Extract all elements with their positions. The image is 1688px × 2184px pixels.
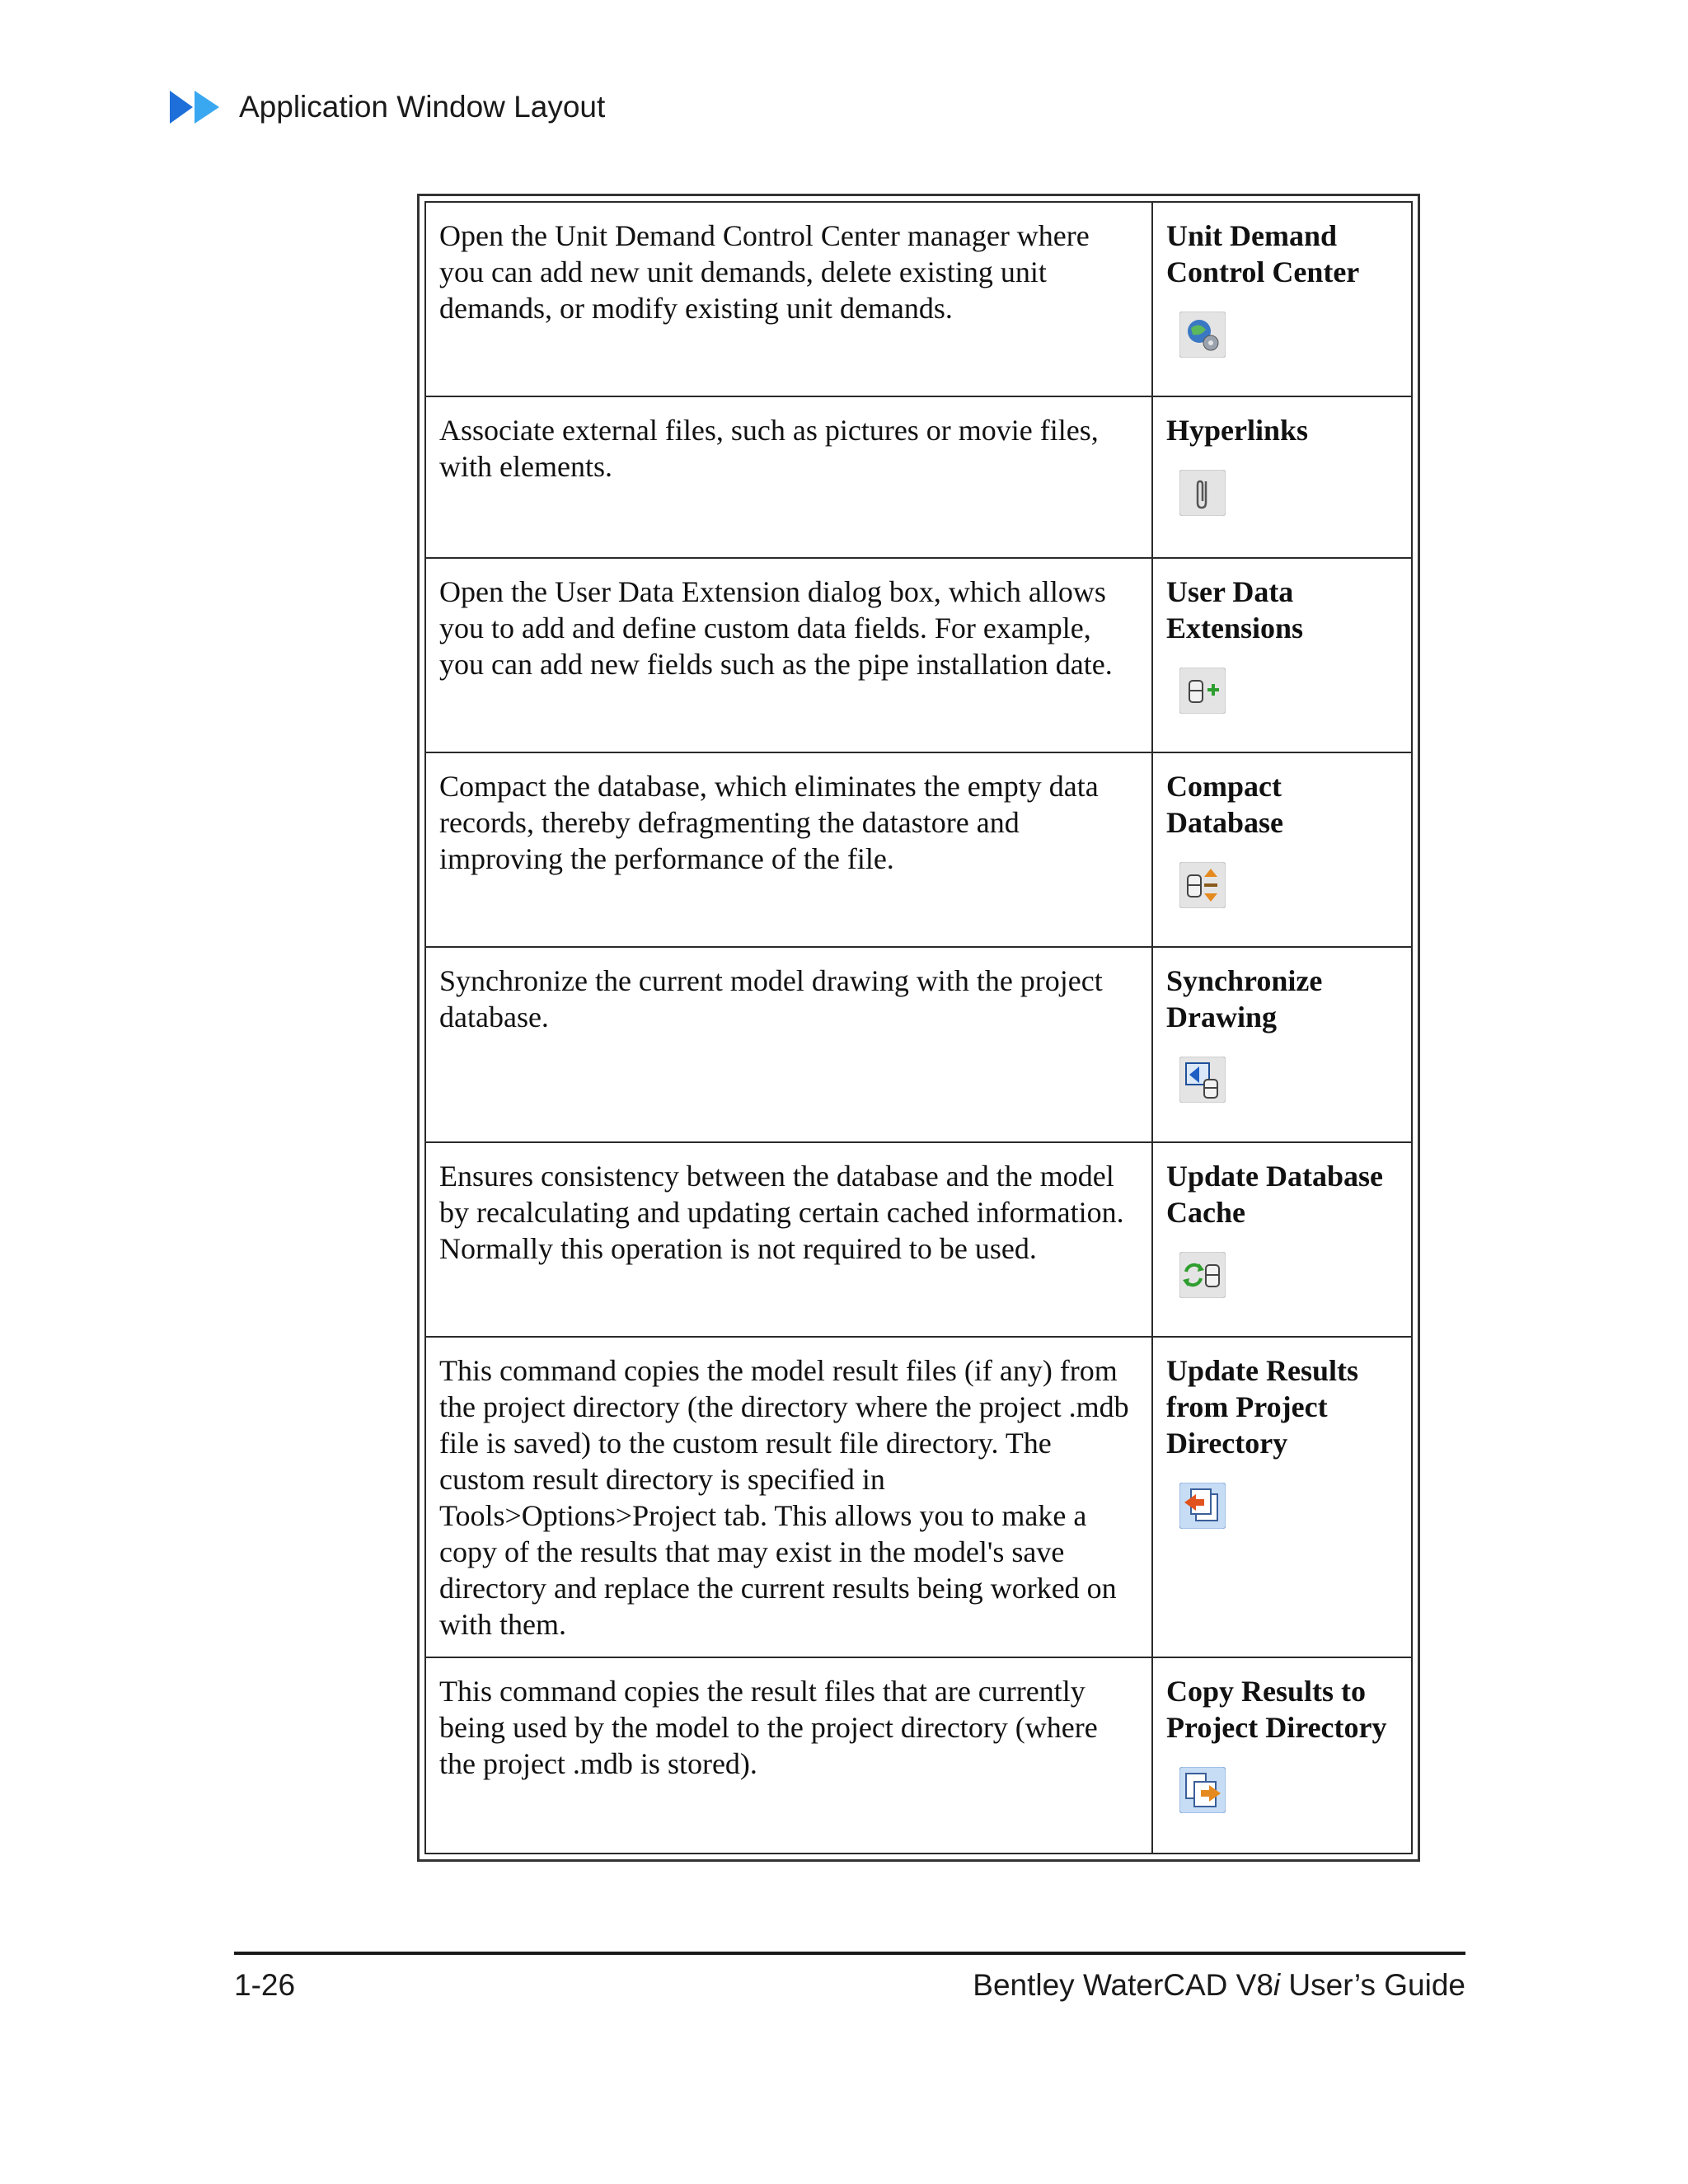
command-name: Cache: [1166, 1195, 1245, 1229]
page-number: 1-26: [234, 1968, 296, 2002]
command-name: Synchronize: [1166, 964, 1323, 998]
guide-title-italic: i: [1273, 1968, 1281, 2002]
command-name-cell: [1152, 752, 1412, 947]
command-description: Open the User Data Extension dialog box, which allows you to add and define custom data fields. For example, you can add new fields such as the pipe installation date.: [425, 558, 1152, 752]
command-name: Update Results: [1166, 1354, 1359, 1387]
command-name: Directory: [1166, 1427, 1288, 1460]
guide-title-suffix: User’s Guide: [1280, 1968, 1465, 2002]
command-name: Control Center: [1166, 255, 1360, 288]
database-refresh-icon[interactable]: [1179, 1252, 1226, 1298]
command-name: Unit Demand: [1166, 219, 1338, 252]
table-row: [425, 1657, 1412, 1854]
command-description: This command copies the model result files (if any) from the project directory (the directory where the project .mdb file is saved) to the custom result file directory. The custom result directory is specified in Tools>Options>Project tab. This allows you to make a copy of the results that may exist in the model's save directory and replace the current results being worked on with them.: [425, 1337, 1152, 1657]
command-name: Copy Results to: [1166, 1674, 1367, 1708]
command-description: Ensures consistency between the database and the model by recalculating and updating certain cached information. Normally this operation is not required to be used.: [425, 1142, 1152, 1337]
update-results-icon[interactable]: [1179, 1483, 1226, 1529]
unit-demand-control-center-icon[interactable]: [1179, 312, 1226, 358]
command-name: Update Database: [1166, 1159, 1384, 1193]
section-title: Application Window Layout: [239, 90, 606, 124]
table-row: [425, 752, 1412, 947]
command-description: This command copies the result files that are currently being used by the model to the project directory (where the project .mdb is stored).: [425, 1657, 1152, 1854]
command-name-cell: [1152, 396, 1412, 557]
command-description: Open the Unit Demand Control Center manager where you can add new unit demands, delete existing unit demands, or modify existing unit demands.: [425, 202, 1152, 396]
commands-table: [417, 194, 1420, 1862]
command-name-cell: [1152, 1657, 1412, 1854]
paperclip-icon[interactable]: [1179, 470, 1226, 516]
command-description: Synchronize the current model drawing with the project database.: [425, 947, 1152, 1141]
command-name: Extensions: [1166, 611, 1304, 644]
command-name: from Project: [1166, 1390, 1328, 1423]
command-description: Associate external files, such as pictures or movie files, with elements.: [425, 396, 1152, 557]
table-row: [425, 396, 1412, 557]
table-row: [425, 1142, 1412, 1337]
command-description: Compact the database, which eliminates the empty data records, thereby defragmenting the datastore and improving the performance of the file.: [425, 752, 1152, 947]
command-name-cell: [1152, 1337, 1412, 1657]
table-row: [425, 947, 1412, 1141]
command-name: Drawing: [1166, 1001, 1277, 1034]
synchronize-drawing-icon[interactable]: [1179, 1057, 1226, 1103]
command-name-cell: [1152, 202, 1412, 396]
command-name-cell: [1152, 558, 1412, 752]
command-name: Database: [1166, 805, 1283, 839]
command-name-cell: [1152, 1142, 1412, 1337]
database-compact-icon[interactable]: [1179, 862, 1226, 908]
database-add-icon[interactable]: [1179, 668, 1226, 714]
double-arrow-icon: [170, 89, 223, 125]
command-name: Compact: [1166, 769, 1282, 803]
table-row: [425, 558, 1412, 752]
copy-results-icon[interactable]: [1179, 1767, 1226, 1813]
table-row: [425, 1337, 1412, 1657]
guide-title: [973, 1968, 1465, 2003]
footer-divider: [234, 1952, 1465, 1955]
command-name: Hyperlinks: [1166, 414, 1309, 448]
command-name: Project Directory: [1166, 1710, 1387, 1744]
guide-title-prefix: Bentley WaterCAD V8: [973, 1968, 1273, 2002]
table-row: [425, 202, 1412, 396]
page-header: [170, 87, 605, 127]
command-name-cell: [1152, 947, 1412, 1141]
command-name: User Data: [1166, 574, 1294, 608]
